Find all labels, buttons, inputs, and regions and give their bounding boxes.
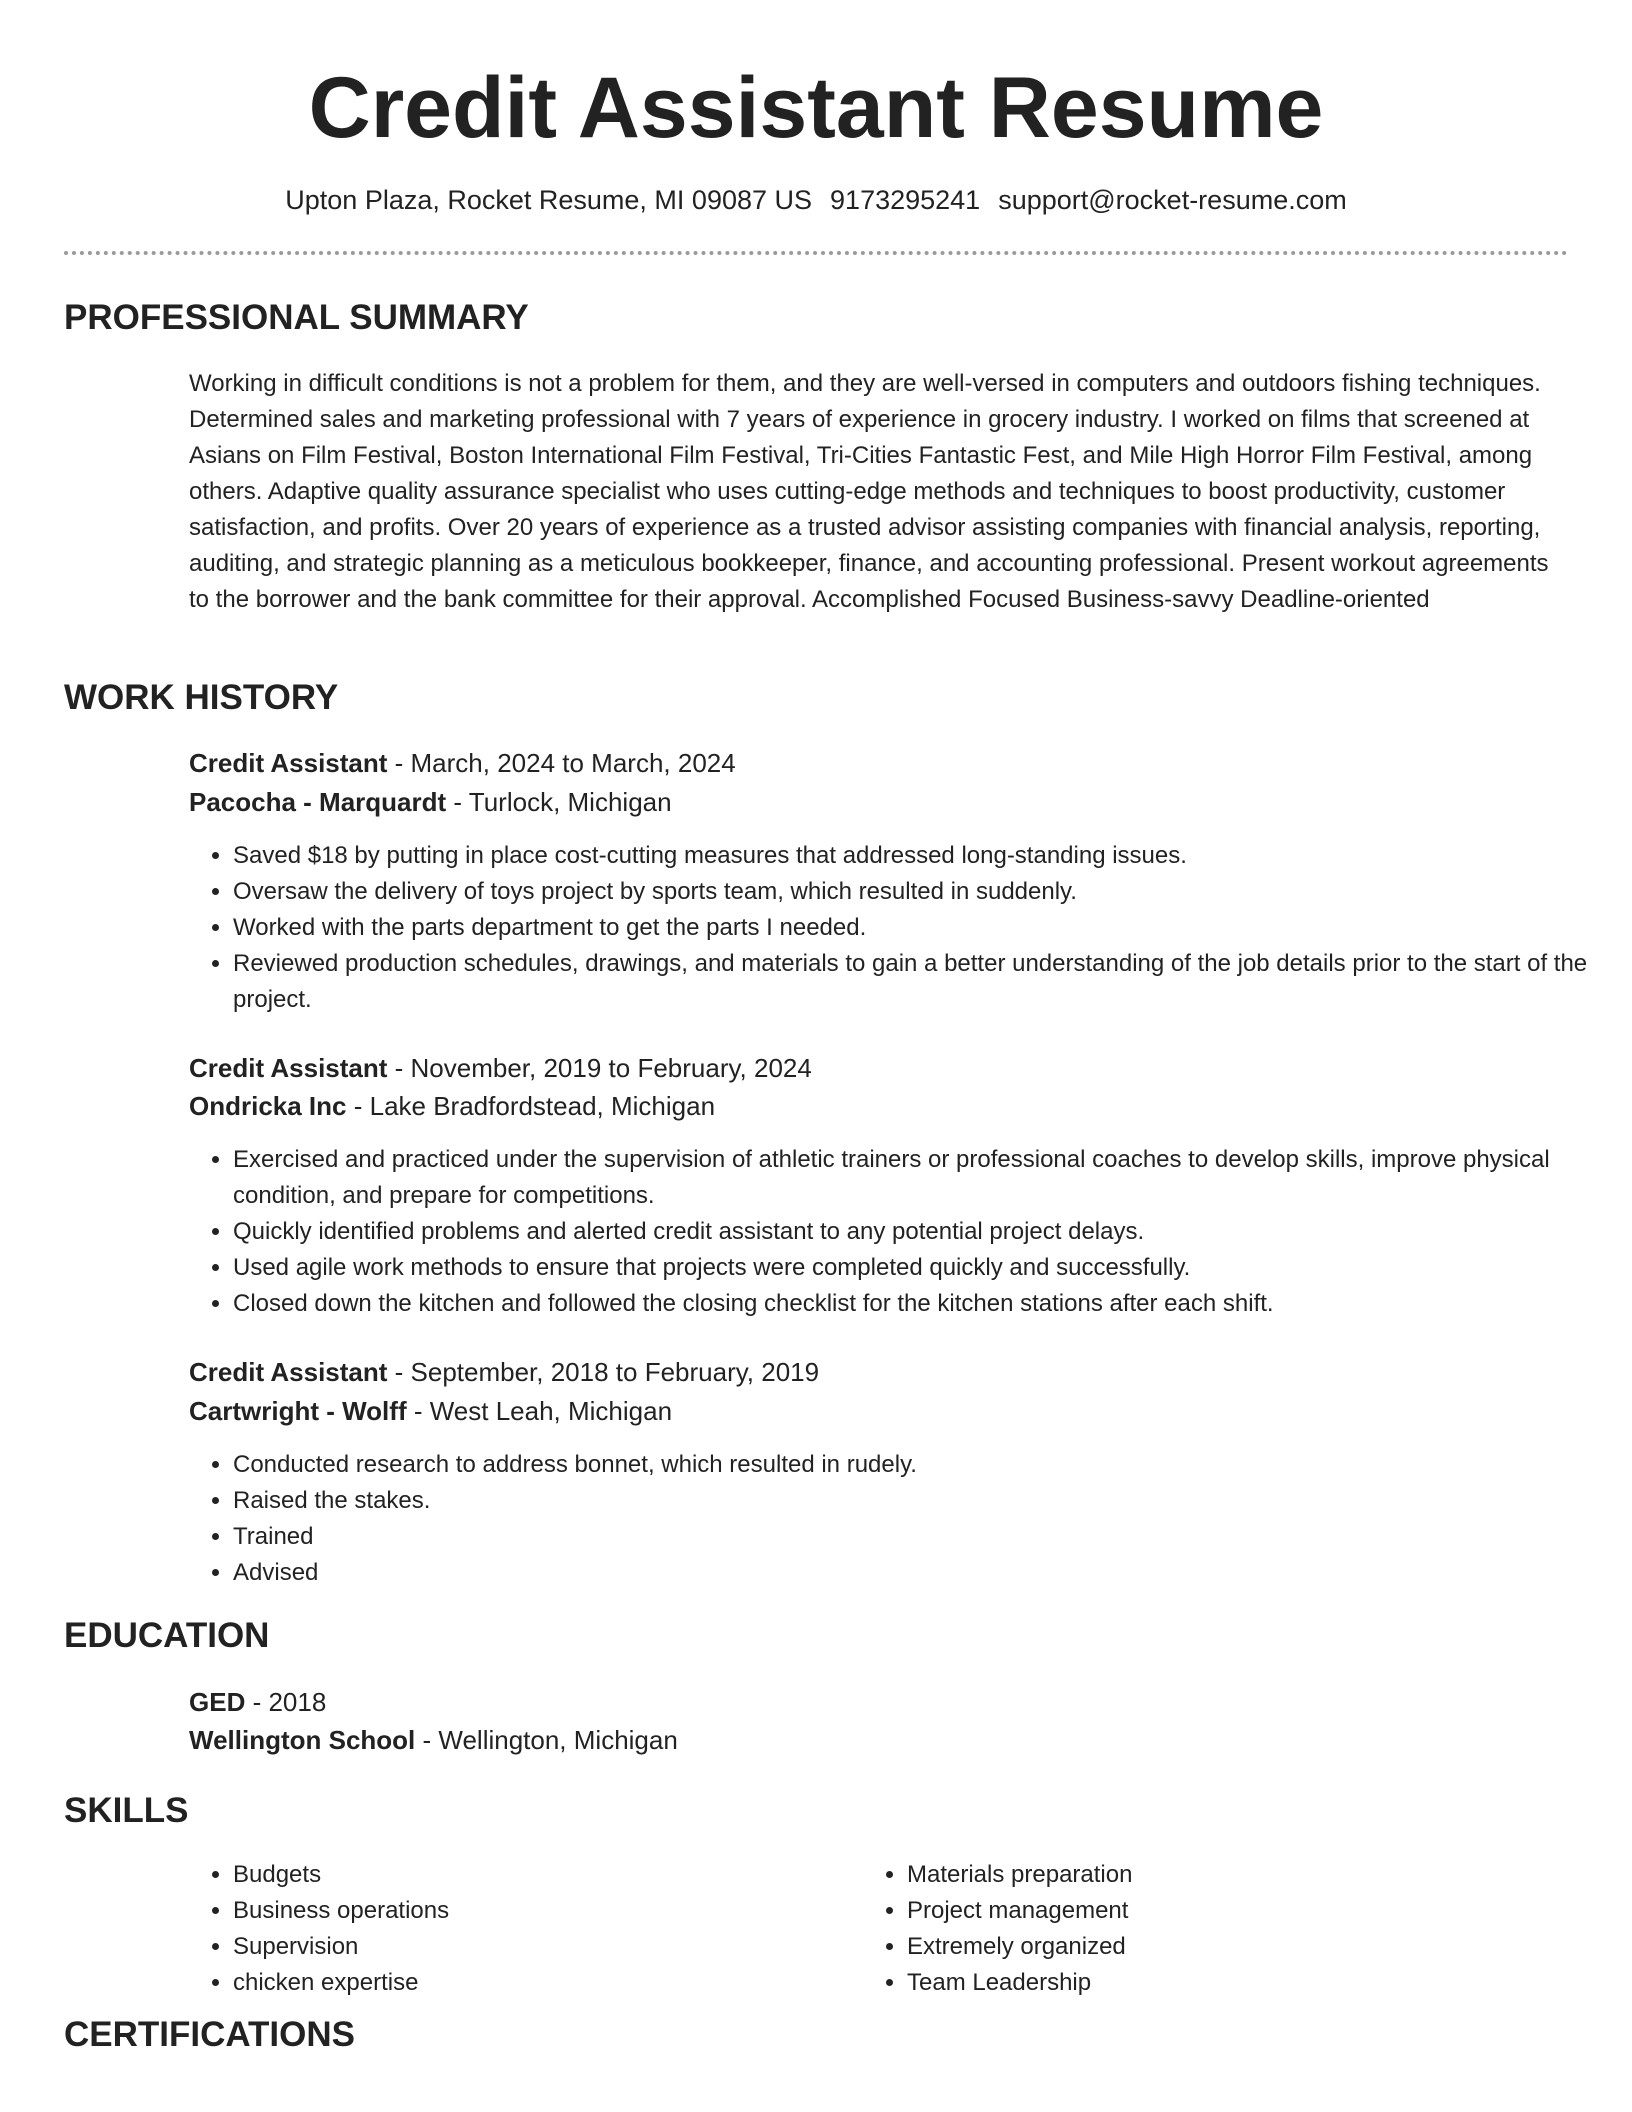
skill-item: • Business operations (233, 1893, 833, 1929)
skill-item: • Team Leadership (907, 1965, 1507, 2001)
job-bullet: • Conducted research to address bonnet, which resulted in rudely. (233, 1447, 1593, 1483)
job-bullets (189, 838, 1593, 1018)
job-location: - West Leah, Michigan (406, 1396, 673, 1426)
job-bullets (189, 1142, 1593, 1322)
skill-item: • Budgets (233, 1857, 833, 1893)
header-divider (64, 251, 1568, 255)
contact-address: Upton Plaza, Rocket Resume, MI 09087 US (285, 185, 813, 215)
job-bullet: • Advised (233, 1555, 1593, 1591)
summary-text: Working in difficult conditions is not a problem for them, and they are well-versed in computers and outdoors fishing techniques. Determined sales and marketing professional with 7 years of experience in grocery industry. I worked on films that screened at Asians on Film Festival, Boston International Film Festival, Tri-Cities Fantastic Fest, and Mile High Horror Film Festival, among others. Adaptive quality assurance specialist who uses cutting-edge methods and techniques to boost productivity, customer satisfaction, and profits. Over 20 years of experience as a trusted advisor assisting companies with financial analysis, reporting, auditing, and strategic planning as a meticulous bookkeeper, finance, and accounting professional. Present workout agreements to the borrower and the bank committee for their approval. Accomplished Focused Business-savvy Deadline-oriented (189, 370, 1549, 613)
work-history-heading: WORK HISTORY (64, 678, 339, 717)
job-title-line (189, 744, 736, 782)
job-company: Cartwright - Wolff (189, 1396, 407, 1426)
job-bullet: • Used agile work methods to ensure that projects were completed quickly and successfully. (233, 1250, 1593, 1286)
contact-line (0, 180, 1632, 220)
contact-email: support@rocket-resume.com (998, 185, 1347, 215)
job-bullet: • Quickly identified problems and alerted credit assistant to any potential project delays. (233, 1214, 1593, 1250)
education-school-line (189, 1721, 678, 1759)
job-title: Credit Assistant (189, 1357, 388, 1387)
job-bullet: • Exercised and practiced under the supervision of athletic trainers or professional coaches to develop skills, improve physical condition, and prepare for competitions. (233, 1142, 1593, 1214)
skill-item: • chicken expertise (233, 1965, 833, 2001)
skill-item: • Supervision (233, 1929, 833, 1965)
certifications-heading: CERTIFICATIONS (64, 2015, 356, 2054)
job-bullet: • Saved $18 by putting in place cost-cutting measures that addressed long-standing issues. (233, 838, 1593, 874)
job-bullet: • Trained (233, 1519, 1593, 1555)
skills-list-right (863, 1857, 1507, 2001)
job-company: Ondricka Inc (189, 1091, 347, 1121)
job-title-line (189, 1353, 819, 1391)
education-degree-line (189, 1683, 326, 1721)
job-bullets (189, 1447, 1593, 1591)
education-location: - Wellington, Michigan (415, 1725, 678, 1755)
job-bullet: • Reviewed production schedules, drawings, and materials to gain a better understanding of the job details prior to the start of the project. (233, 946, 1593, 1018)
skills-list-left (189, 1857, 833, 2001)
job-title: Credit Assistant (189, 748, 388, 778)
skills-heading: SKILLS (64, 1791, 189, 1830)
skill-item: • Materials preparation (907, 1857, 1507, 1893)
job-company: Pacocha - Marquardt (189, 787, 447, 817)
job-company-line (189, 783, 672, 821)
skill-item: • Extremely organized (907, 1929, 1507, 1965)
job-location: - Turlock, Michigan (446, 787, 672, 817)
job-bullet: • Raised the stakes. (233, 1483, 1593, 1519)
job-bullet: • Worked with the parts department to get the parts I needed. (233, 910, 1593, 946)
job-company-line (189, 1087, 715, 1125)
summary-heading: PROFESSIONAL SUMMARY (64, 298, 529, 337)
contact-phone: 9173295241 (830, 185, 981, 215)
job-dates: - March, 2024 to March, 2024 (387, 748, 736, 778)
job-location: - Lake Bradfordstead, Michigan (346, 1091, 716, 1121)
job-dates: - November, 2019 to February, 2024 (387, 1053, 812, 1083)
job-company-line (189, 1392, 672, 1430)
education-degree: GED (189, 1687, 246, 1717)
education-heading: EDUCATION (64, 1616, 270, 1655)
job-bullet: • Closed down the kitchen and followed the closing checklist for the kitchen stations after each shift. (233, 1286, 1593, 1322)
job-dates: - September, 2018 to February, 2019 (387, 1357, 820, 1387)
skill-item: • Project management (907, 1893, 1507, 1929)
resume-title: Credit Assistant Resume (308, 60, 1324, 156)
job-title-line (189, 1049, 812, 1087)
job-title: Credit Assistant (189, 1053, 388, 1083)
job-bullet: • Oversaw the delivery of toys project by sports team, which resulted in suddenly. (233, 874, 1593, 910)
education-year: - 2018 (245, 1687, 327, 1717)
education-school: Wellington School (189, 1725, 416, 1755)
